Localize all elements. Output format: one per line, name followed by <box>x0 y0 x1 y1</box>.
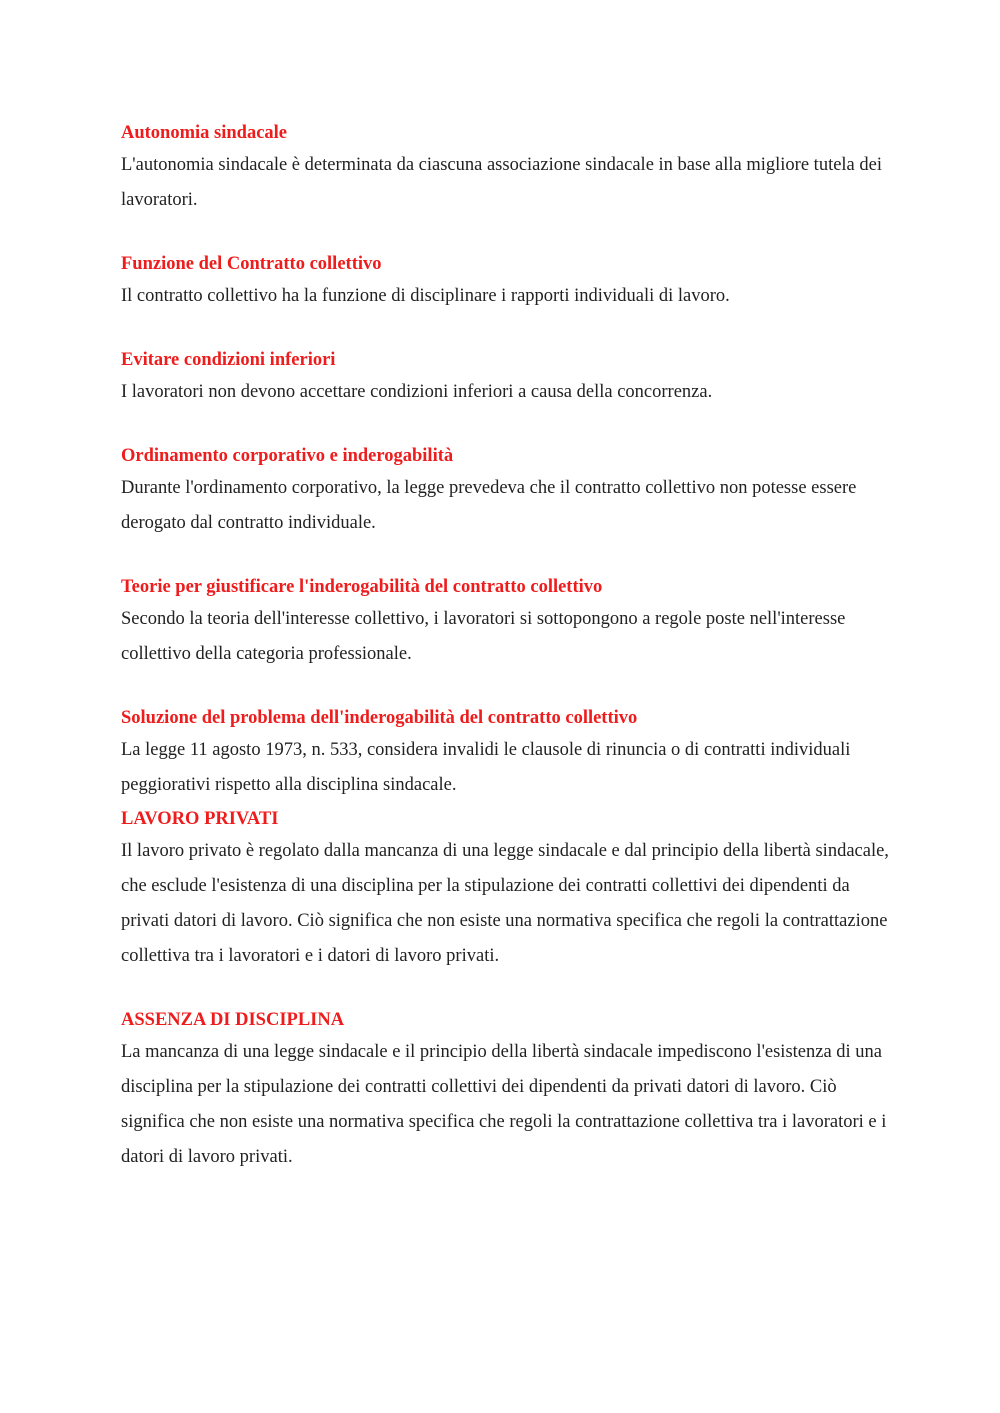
section-body: La mancanza di una legge sindacale e il principio della libertà sindacale impediscono l'esistenza di una disciplina per la stipulazione dei contratti collettivi dei dipendenti da privati datori di lavoro. Ciò significa che non esiste una normativa specifica che regoli la contrattazione collettiva tra i lavoratori e i datori di lavoro privati. <box>121 1042 887 1167</box>
section-body: Il contratto collettivo ha la funzione di disciplinare i rapporti individuali di lavoro. <box>121 286 730 306</box>
section-heading: Evitare condizioni inferiori <box>121 350 336 370</box>
section-spacer <box>121 974 901 1006</box>
section-autonomia-sindacale <box>121 119 901 218</box>
section-body: L'autonomia sindacale è determinata da ciascuna associazione sindacale in base alla migliore tutela dei lavoratori. <box>121 155 882 210</box>
section-heading: LAVORO PRIVATI <box>121 809 279 829</box>
section-lavoro-privati <box>121 805 901 974</box>
section-assenza-disciplina <box>121 1006 901 1175</box>
section-evitare-condizioni <box>121 346 901 410</box>
section-spacer <box>121 410 901 442</box>
section-spacer <box>121 314 901 346</box>
section-spacer <box>121 218 901 250</box>
section-heading: ASSENZA DI DISCIPLINA <box>121 1010 345 1030</box>
section-heading: Autonomia sindacale <box>121 123 288 143</box>
section-ordinamento-corporativo <box>121 442 901 541</box>
section-spacer <box>121 672 901 704</box>
section-soluzione-problema <box>121 704 901 803</box>
section-body: Durante l'ordinamento corporativo, la legge prevedeva che il contratto collettivo non potesse essere derogato dal contratto individuale. <box>121 478 857 533</box>
section-spacer <box>121 541 901 573</box>
document-content <box>121 119 901 1175</box>
section-body: Secondo la teoria dell'interesse collettivo, i lavoratori si sottopongono a regole poste nell'interesse collettivo della categoria professionale. <box>121 609 846 664</box>
section-heading: Teorie per giustificare l'inderogabilità del contratto collettivo <box>121 577 603 597</box>
section-heading: Ordinamento corporativo e inderogabilità <box>121 446 454 466</box>
section-heading: Soluzione del problema dell'inderogabilità del contratto collettivo <box>121 708 638 728</box>
section-funzione-contratto <box>121 250 901 314</box>
section-body: Il lavoro privato è regolato dalla mancanza di una legge sindacale e dal principio della libertà sindacale, che esclude l'esistenza di una disciplina per la stipulazione dei contratti collettivi dei dipendenti da privati datori di lavoro. Ciò significa che non esiste una normativa specifica che regoli la contrattazione collettiva tra i lavoratori e i datori di lavoro privati. <box>121 841 889 966</box>
section-heading: Funzione del Contratto collettivo <box>121 254 382 274</box>
section-body: I lavoratori non devono accettare condizioni inferiori a causa della concorrenza. <box>121 382 713 402</box>
section-body: La legge 11 agosto 1973, n. 533, considera invalidi le clausole di rinuncia o di contratti individuali peggiorativi rispetto alla disciplina sindacale. <box>121 740 851 795</box>
section-teorie-inderogabilita <box>121 573 901 672</box>
